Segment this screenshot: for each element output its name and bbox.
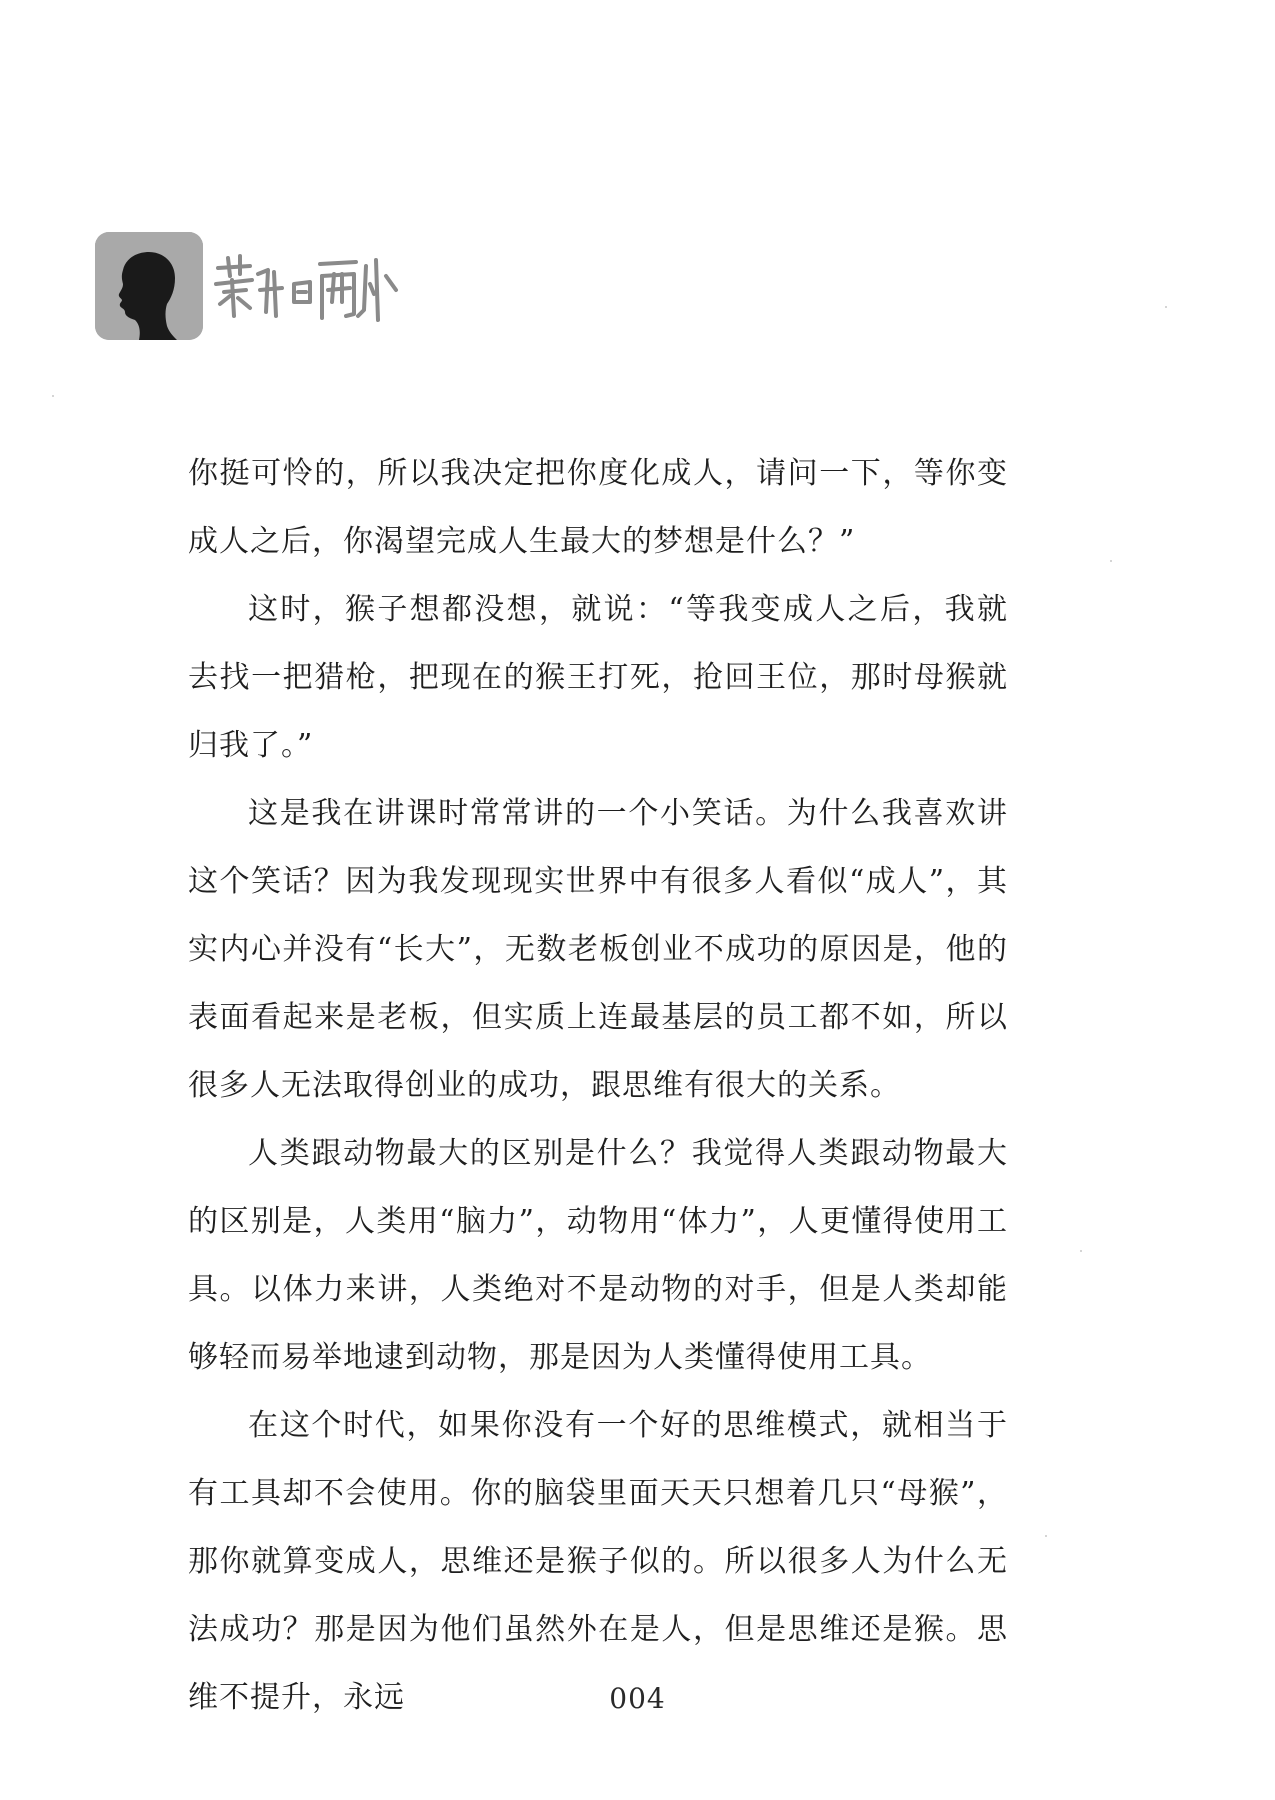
paragraph-2: 这时，猴子想都没想，就说：“等我变成人之后，我就去找一把猎枪，把现在的猴王打死，抢回王位，那时母猴就归我了。” [188, 592, 1008, 763]
head-silhouette-icon [95, 232, 203, 340]
paragraph-5: 在这个时代，如果你没有一个好的思维模式，就相当于有工具却不会使用。你的脑袋里面天天只想着几只“母猴”，那你就算变成人，思维还是猴子似的。所以很多人为什么无法成功？那是因为他们虽然外在是人，但是思维还是猴。思维不提升，永远 [188, 1408, 1008, 1715]
page-number: 004 [609, 1682, 666, 1715]
body-text [188, 440, 1008, 1732]
scan-speck [1110, 560, 1112, 562]
paragraph-4: 人类跟动物最大的区别是什么？我觉得人类跟动物最大的区别是，人类用“脑力”，动物用“体力”，人更懂得使用工具。以体力来讲，人类绝对不是动物的对手，但是人类却能够轻而易举地逮到动物，那是因为人类懂得使用工具。 [188, 1136, 1008, 1375]
paragraph-1: 你挺可怜的，所以我决定把你度化成人，请问一下，等你变成人之后，你渴望完成人生最大的梦想是什么？” [188, 456, 1008, 559]
scan-speck [1080, 1250, 1082, 1252]
paragraph-3: 这是我在讲课时常常讲的一个小笑话。为什么我喜欢讲这个笑话？因为我发现现实世界中有很多人看似“成人”，其实内心并没有“长大”，无数老板创业不成功的原因是，他的表面看起来是老板，但实质上连最基层的员工都不如，所以很多人无法取得创业的成功，跟思维有很大的关系。 [188, 796, 1008, 1103]
scan-speck [1045, 1535, 1047, 1537]
signature-text [210, 250, 400, 330]
scan-speck [1165, 306, 1167, 308]
scan-speck [52, 395, 54, 397]
chapter-header [95, 232, 400, 342]
